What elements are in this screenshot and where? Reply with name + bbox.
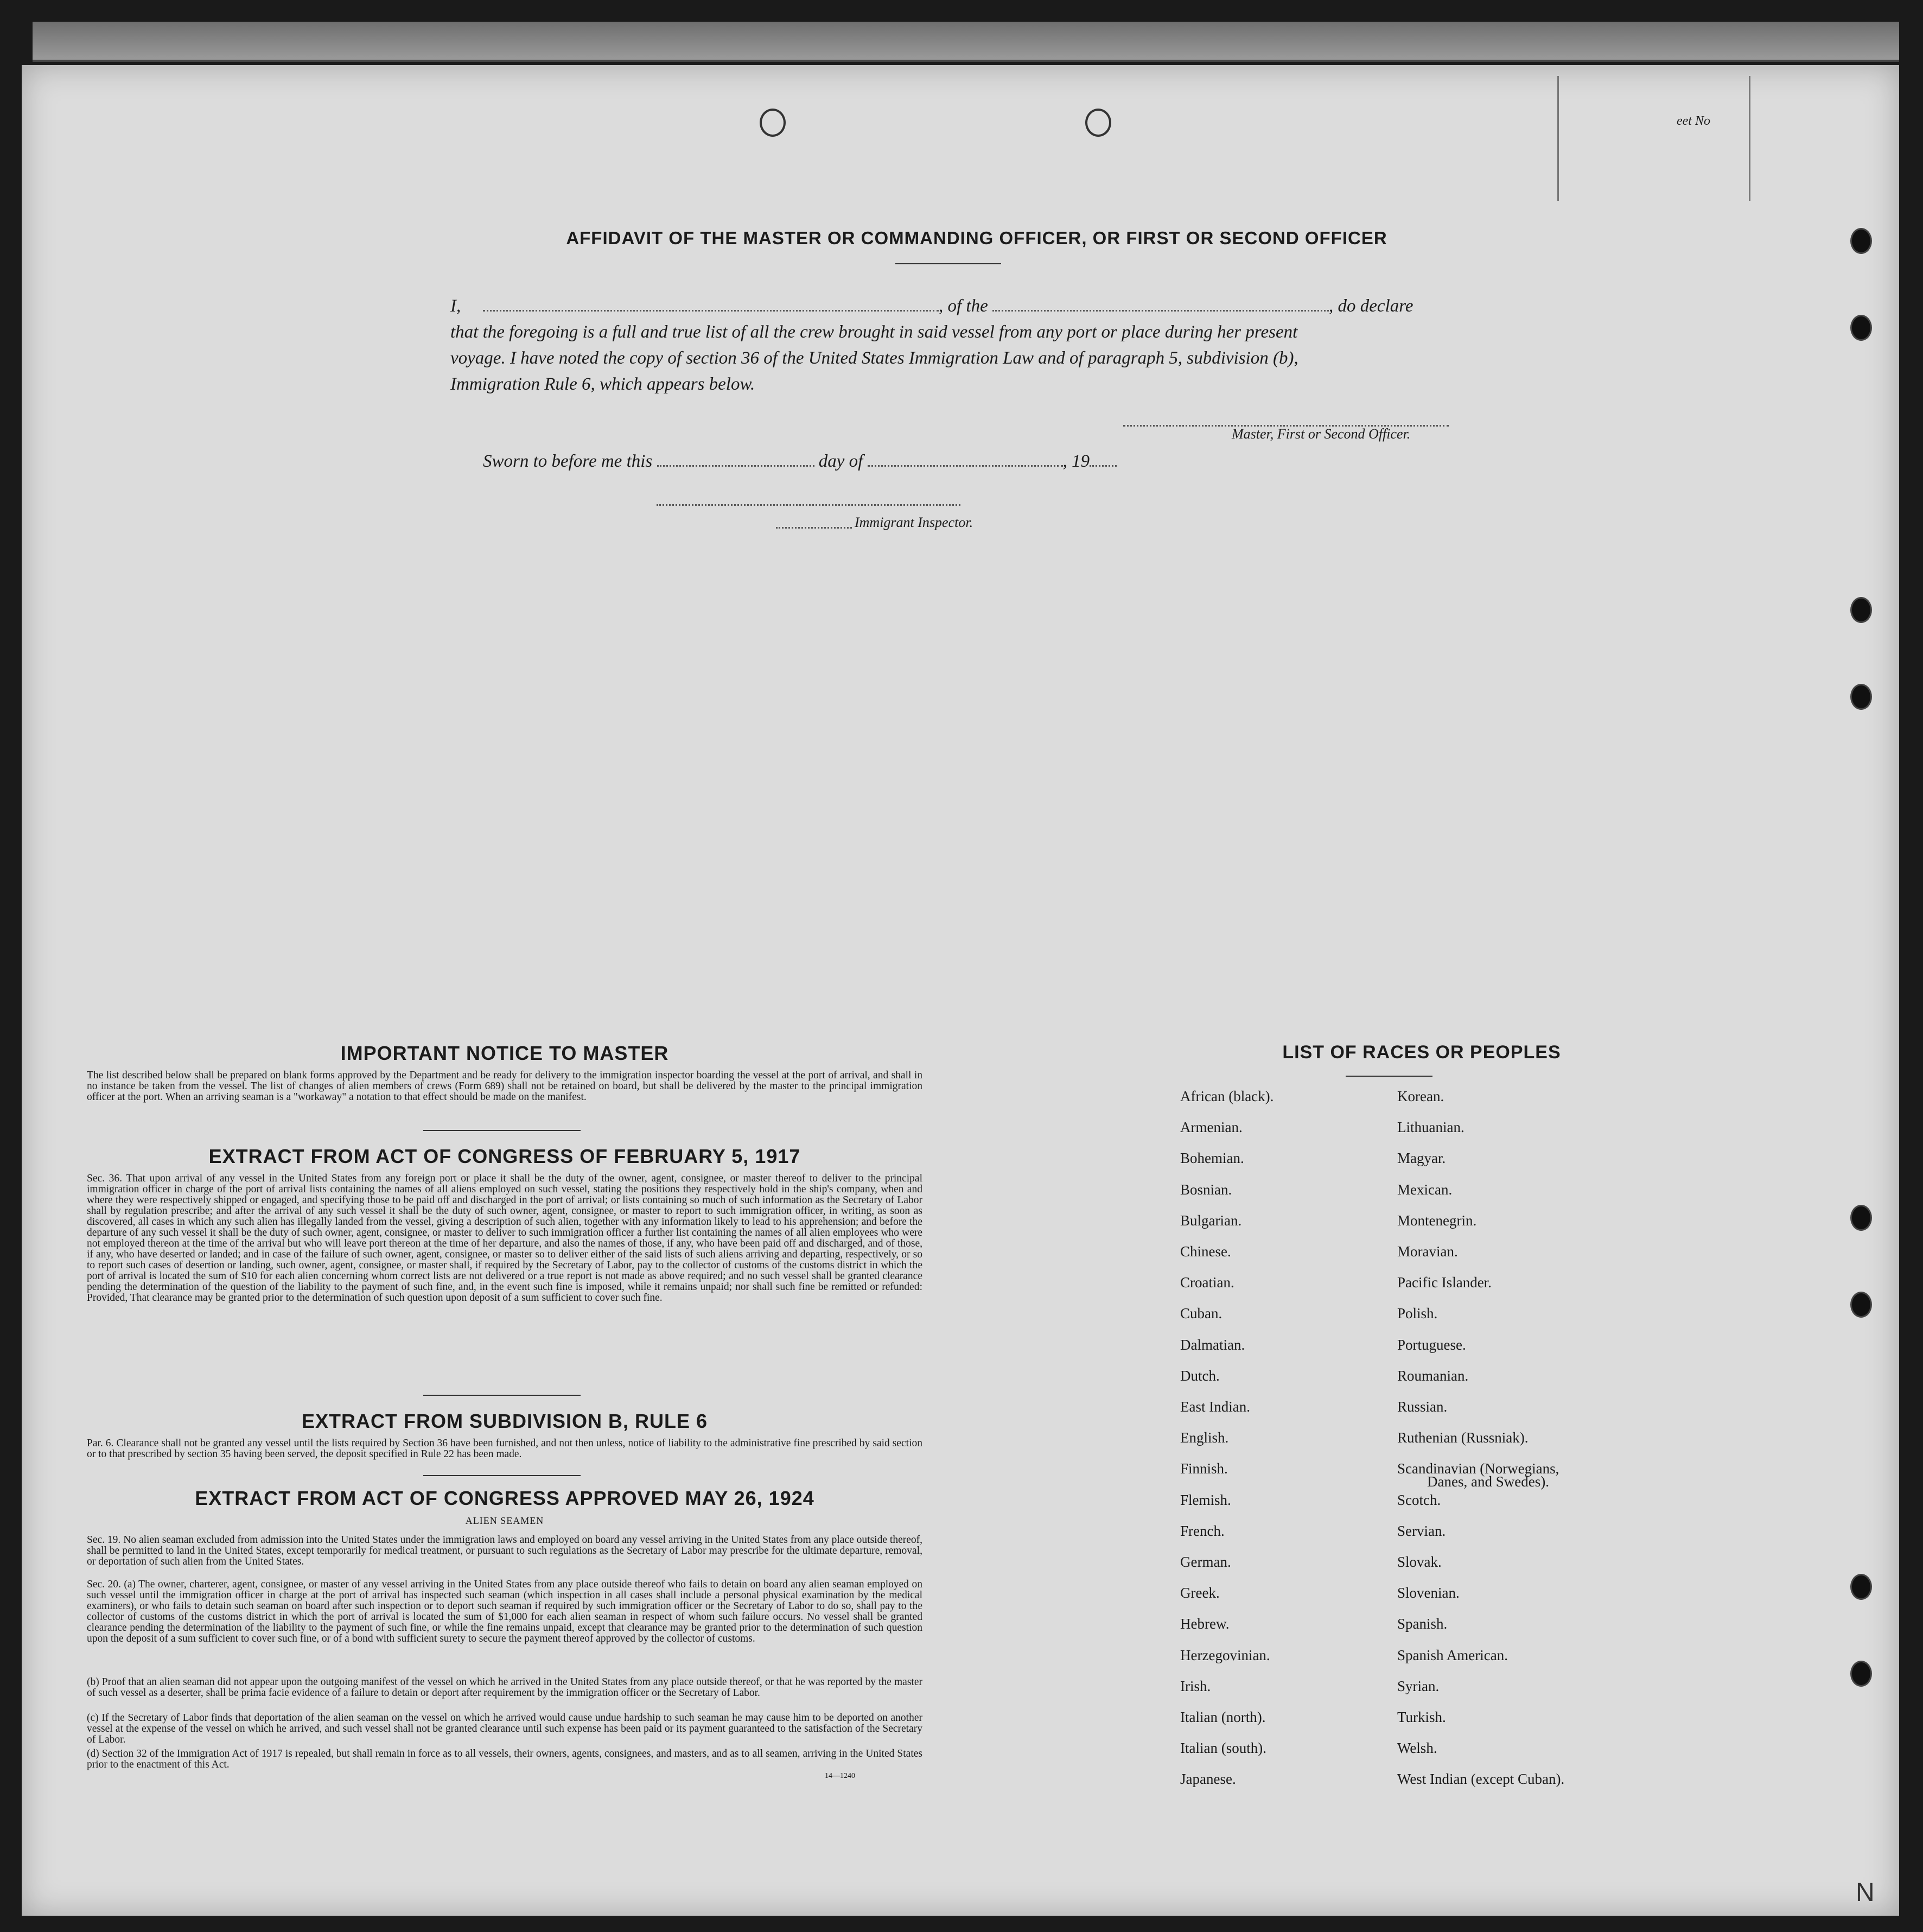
race-entry: Flemish. [1180,1491,1231,1508]
punch-hole [1850,684,1872,710]
alien-seamen-subtitle: ALIEN SEAMEN [465,1515,544,1526]
declaration-line-2: that the foregoing is a full and true list of all the crew brought in said vessel from any port or place during her present [450,322,1298,342]
race-entry: Scotch. [1397,1491,1441,1508]
race-entry: Chinese. [1180,1243,1231,1260]
race-entry: Turkish. [1397,1709,1446,1725]
races-title: LIST OF RACES OR PEOPLES [1282,1042,1561,1063]
declarant-name-field[interactable] [483,309,939,312]
race-entry: Servian. [1397,1522,1446,1539]
punch-hole-ring [1085,109,1111,137]
title-rule [895,263,1001,264]
race-entry: Roumanian. [1397,1367,1469,1384]
race-entry: Polish. [1397,1305,1438,1322]
sworn-month-field[interactable] [868,465,1063,467]
extract-1924-sec20b: (b) Proof that an alien seaman did not appear upon the outgoing manifest of the vessel on which he arrived in the United States from any place outside thereof, or that he was reported by the master of such vessel as a deserter, shall be prima facie evidence of a failure to detain or deport after requirement by the immigration officer or the Secretary of Labor. [87,1676,922,1699]
extract-1917-title: EXTRACT FROM ACT OF CONGRESS OF FEBRUARY 5, 1917 [208,1145,801,1167]
race-entry: Moravian. [1397,1243,1458,1260]
punch-hole [1850,1292,1872,1318]
extract-rule6-text: Par. 6. Clearance shall not be granted any vessel until the lists required by Section 36 have been furnished, and not then unless, notice of liability to the administrative fine prescribed by said section or to that prescribed by section 35 having been served, the deposit specified in Rule 22 has been made. [87,1438,922,1460]
race-entry: Armenian. [1180,1119,1243,1136]
race-entry: French. [1180,1522,1225,1539]
race-entry: Slovenian. [1397,1585,1460,1601]
sworn-label: Sworn to before me this [483,452,653,471]
race-entry: Italian (north). [1180,1709,1266,1725]
extract-1924-sec20d: (d) Section 32 of the Immigration Act of 1917 is repealed, but shall remain in force as to all vessels, their owners, agents, consignees, and masters, and as to all seamen, arriving in the United States prior to the enactment of this Act. [87,1748,922,1770]
race-entry: Portuguese. [1397,1336,1466,1353]
sworn-year-field[interactable] [1090,465,1117,467]
race-entry: Ruthenian (Russniak). [1397,1429,1529,1446]
punch-hole [1850,597,1872,623]
race-entry: Scandinavian (Norwegians, [1397,1460,1559,1477]
race-entry: Herzegovinian. [1180,1647,1270,1663]
section-rule [423,1130,581,1131]
race-entry: Mexican. [1397,1181,1453,1198]
race-entry: Spanish American. [1397,1647,1508,1663]
race-entry: English. [1180,1429,1229,1446]
inspector-signature-field[interactable] [657,504,960,506]
declaration-line-4: Immigration Rule 6, which appears below. [450,374,755,394]
officer-signature-label: Master, First or Second Officer. [1232,426,1411,442]
section-rule [423,1475,581,1476]
race-entry: Greek. [1180,1585,1220,1601]
race-entry: Bohemian. [1180,1150,1244,1167]
sheet-number-label: eet No [1677,114,1710,128]
section-rule [423,1395,581,1396]
race-entry: Welsh. [1397,1740,1437,1757]
race-entry: Slovak. [1397,1554,1442,1570]
sworn-line [483,452,1117,472]
document-page [22,65,1899,1916]
handwritten-corner-mark [1557,76,1750,201]
races-left-column [1180,1088,1327,1859]
declaration-line-1 [450,293,1492,319]
extract-1917-text: Sec. 36. That upon arrival of any vessel in the United States from any foreign port or place it shall be the duty of the owner, agent, consignee, or master thereof to deliver to the principal immigration officer in charge of the port of arrival lists containing the names of all aliens employed on such vessel, stating the positions they respectively hold in the ship's company, when and where they were respectively shipped or engaged, and specifying those to be paid off and discharged in the port of arrival; or lists containing so much of such information as the Secretary of Labor shall by regulation prescribe; and after the arrival of any such vessel it shall be the duty of such owner, agent, consignee, or master to report to such immigration officer, in writing, as soon as discovered, all cases in which any such alien has illegally landed from the vessel, giving a description of such alien, together with any information likely to lead to his apprehension; and before the departure of any such vessel it shall be the duty of such owner, agent, consignee, or master to deliver to such immigration officer a further list containing the names of all alien employees who were not employed thereon at the time of the arrival but who will leave port thereon at the time of her departure, and also the names of those, if any, who have been paid off and discharged, and of those, if any, who have deserted or landed; and in case of the failure of such owner, agent, consignee, or master so to deliver either of the said lists of such aliens arriving and departing, respectively, or so to report such cases of desertion or landing, such owner, agent, consignee, or master shall, if required by the Secretary of Labor, pay to the collector of customs of the customs district in which the port of arrival is located the sum of $10 for each alien concerning whom correct lists are not delivered or a true report is not made as above required; and no such vessel shall be granted clearance pending the determination of the question of the liability to the payment of such fine, and, in the event such fine is imposed, while it remains unpaid; nor shall such fine be remitted or refunded: Provided, That clearance may be granted prior to the determination of such question upon deposit of a sum sufficient to cover such fine. [87,1173,922,1304]
inspector-label: Immigrant Inspector. [855,514,973,530]
race-entry: West Indian (except Cuban). [1397,1771,1565,1788]
race-entry: Korean. [1397,1088,1444,1104]
day-of-label: day of [818,452,863,471]
extract-1924-title: EXTRACT FROM ACT OF CONGRESS APPROVED MAY 26, 1924 [195,1487,814,1509]
extract-1924-sec20a: Sec. 20. (a) The owner, charterer, agent, consignee, or master of any vessel arriving in the United States from any place outside thereof who fails to detain on board any alien seaman employed on such vessel until the immigration officer in charge at the port of arrival has inspected such seaman (which inspection in all cases shall include a personal physical examination by the medical examiners), or who fails to detain such seaman on board after such inspection or to deport such seaman if required by such immigration officer or the Secretary of Labor to do so, shall pay to the collector of customs of the customs district in which the port of arrival is located the sum of $1,000 for each alien seaman in respect of whom such failure occurs. No vessel shall be granted clearance pending the determination of the liability to the payment of such fine, or while the fine remains unpaid, except that clearance may be granted prior to the determination of such question upon the deposit of a sum sufficient to cover such fine, or of a bond with sufficient surety to secure the payment thereof approved by the collector of customs. [87,1579,922,1644]
race-entry: Japanese. [1180,1771,1236,1788]
declaration-line-3: voyage. I have noted the copy of section 36 of the United States Immigration Law and of paragraph 5, subdivision (b), [450,348,1298,368]
punch-hole [1850,228,1872,254]
punch-hole [1850,1205,1872,1231]
declarant-prefix: I, [450,296,461,316]
race-entry: German. [1180,1554,1231,1570]
extract-rule6-title: EXTRACT FROM SUBDIVISION B, RULE 6 [301,1410,708,1432]
do-declare-label: , do declare [1328,296,1413,316]
race-entry: African (black). [1180,1088,1274,1104]
form-number: 14—1240 [825,1772,855,1780]
race-entry: Montenegrin. [1397,1212,1477,1229]
race-entry: Magyar. [1397,1150,1446,1167]
of-the-label: , of the [939,296,988,316]
punch-hole [1850,315,1872,341]
extract-1924-sec20c: (c) If the Secretary of Labor finds that deportation of the alien seaman on the vessel on which he arrived would cause undue hardship to such seaman he may cause him to be deported on another vessel at the expense of the vessel on which he arrived, and such vessel shall not be granted clearance until such expense has been paid or its payment guaranteed to the satisfaction of the Secretary of Labor. [87,1712,922,1745]
scandinavian-continuation: Danes, and Swedes). [1427,1473,1549,1490]
inspector-signature-extension [776,526,852,529]
race-entry: Dutch. [1180,1367,1220,1384]
race-entry: Syrian. [1397,1677,1440,1694]
race-entry: Cuban. [1180,1305,1222,1322]
race-entry: East Indian. [1180,1399,1250,1415]
sworn-day-field[interactable] [657,465,814,467]
race-entry: Spanish. [1397,1616,1448,1632]
race-entry: Russian. [1397,1399,1448,1415]
race-entry: Dalmatian. [1180,1336,1245,1353]
race-entry: Finnish. [1180,1460,1228,1477]
notice-title: IMPORTANT NOTICE TO MASTER [340,1042,669,1064]
race-entry: Irish. [1180,1677,1211,1694]
extract-1924-sec19: Sec. 19. No alien seaman excluded from admission into the United States under the immigration laws and employed on board any vessel arriving in the United States from any place outside thereof, shall be permitted to land in the United States, except temporarily for medical treatment, or pursuant to such regulations as the Secretary of Labor may prescribe for the ultimate departure, removal, or deportation of such alien from the United States. [87,1534,922,1567]
margin-handwritten-mark: N [1856,1878,1875,1907]
affidavit-title: AFFIDAVIT OF THE MASTER OR COMMANDING OFFICER, OR FIRST OR SECOND OFFICER [566,228,1387,248]
race-entry: Hebrew. [1180,1616,1230,1632]
punch-hole-ring [760,109,786,137]
race-entry: Croatian. [1180,1274,1234,1291]
race-entry: Bosnian. [1180,1181,1232,1198]
notice-text: The list described below shall be prepared on blank forms approved by the Department and be ready for delivery to the immigration inspector boarding the vessel at the port of arrival, and shall in no instance be taken from the vessel. The list of changes of alien members of crews (Form 689) shall not be retained on board, but shall be delivered by the master to the principal immigration officer at the port. When an arriving seaman is a "workaway" a notation to that effect should be made on the manifest. [87,1070,922,1103]
year-prefix-label: , 19 [1062,452,1090,471]
race-entry: Lithuanian. [1397,1119,1464,1136]
binder-edge [33,22,1899,62]
vessel-name-field[interactable] [992,309,1329,312]
punch-hole [1850,1574,1872,1600]
punch-hole [1850,1661,1872,1687]
race-entry: Bulgarian. [1180,1212,1242,1229]
race-entry: Italian (south). [1180,1740,1266,1757]
races-title-rule [1346,1076,1432,1077]
race-entry: Pacific Islander. [1397,1274,1492,1291]
